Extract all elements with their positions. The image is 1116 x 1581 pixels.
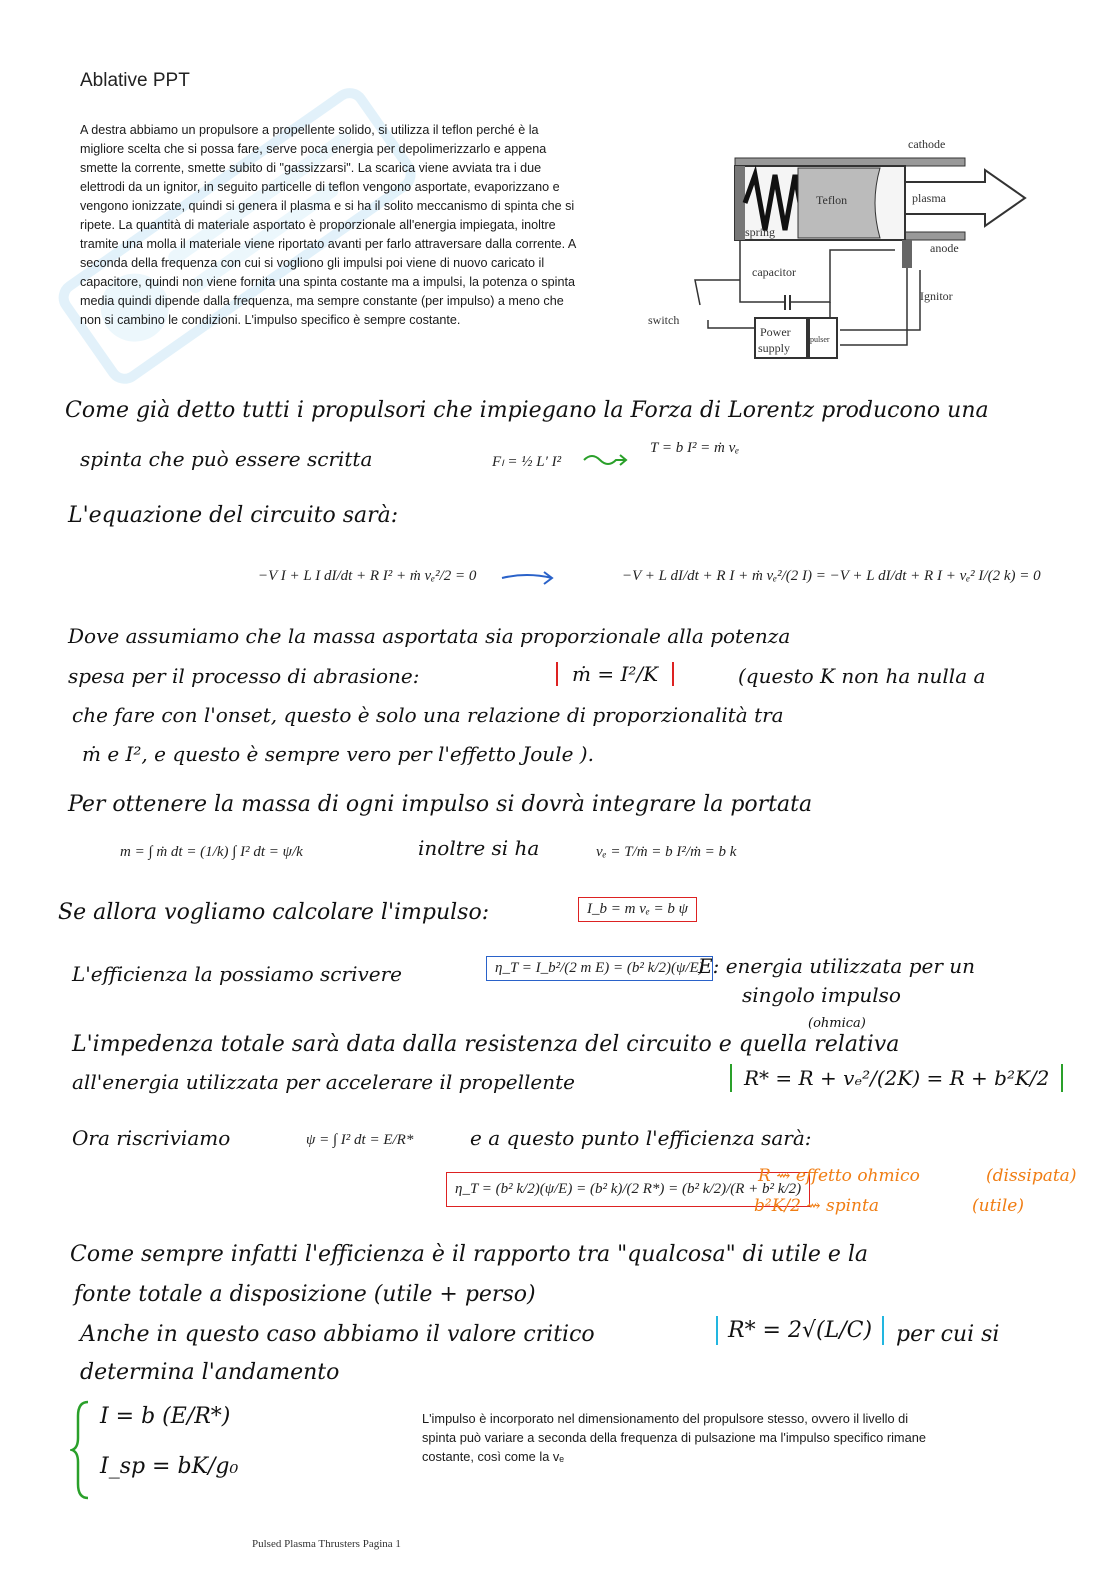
note-line-3: L'equazione del circuito sarà:: [68, 503, 399, 528]
eq-thrust: T = b I² = ṁ vₑ: [650, 440, 740, 456]
note-line-7: ṁ e I², e questo è sempre vero per l'effetto Joule ).: [82, 742, 594, 766]
eq-efficiency-1: η_T = I_b²/(2 m E) = (b² k/2)(ψ/E): [486, 956, 713, 981]
label-anode: anode: [930, 241, 959, 255]
note-line-18a: Anche in questo caso abbiamo il valore critico: [80, 1322, 595, 1347]
note-line-12a: E: energia utilizzata per un: [698, 954, 976, 978]
eq-mass: m = ∫ ṁ dt = (1/k) ∫ I² dt = ψ/k: [120, 844, 303, 860]
label-switch: switch: [648, 313, 680, 327]
note-line-15b: e a questo punto l'efficienza sarà:: [470, 1126, 812, 1150]
eq-force: Fₗ = ½ L′ I²: [492, 454, 562, 470]
eq-efficiency-2: η_T = (b² k/2)(ψ/E) = (b² k)/(2 R*) = (b² k/2)/(R + b² k/2): [446, 1172, 810, 1207]
note-line-19: determina l'andamento: [80, 1360, 340, 1385]
arrow-green-icon: [582, 452, 632, 468]
page-footer: Pulsed Plasma Thrusters Pagina 1: [252, 1538, 401, 1550]
note-line-11: L'efficienza la possiamo scrivere: [72, 962, 402, 986]
note-line-5b: (questo K non ha nulla a: [738, 664, 986, 688]
eq-circuit-a: −V I + L I dI/dt + R I² + ṁ vₑ²/2 = 0: [258, 568, 477, 584]
note-line-13: L'impedenza totale sarà data dalla resistenza del circuito e quella relativa: [72, 1032, 900, 1057]
note-line-8: Per ottenere la massa di ogni impulso si dovrà integrare la portata: [68, 792, 813, 817]
eq-rstar: R* = R + vₑ²/(2K) = R + b²K/2: [730, 1064, 1063, 1092]
note-line-1: Come già detto tutti i propulsori che impiegano la Forza di Lorentz producono una: [65, 398, 989, 423]
eq-impulse: I_b = m vₑ = b ψ: [578, 897, 697, 922]
arrow-blue-icon: [500, 570, 560, 586]
note-line-15a: Ora riscriviamo: [72, 1126, 231, 1150]
system-eq-1: I = b (E/R*): [100, 1404, 231, 1429]
note-thrust: b²K/2 ⇝ spinta: [754, 1196, 879, 1216]
note-line-16: Come sempre infatti l'efficienza è il rapporto tra "qualcosa" di utile e la: [70, 1242, 869, 1267]
note-line-14: all'energia utilizzata per accelerare il propellente: [72, 1070, 575, 1094]
eq-critical: R* = 2√(L/C): [716, 1316, 884, 1345]
intro-paragraph: A destra abbiamo un propulsore a propellente solido, si utilizza il teflon perché è la migliore scelta che si possa fare, serve poca energia per depolimerizzarlo e appena smette la corrente, smette subito di "gassizzarsi". La scarica viene avviata tra i due elettrodi da un ignitor, in seguito particelle di teflon vengono asportate, evaporizzano e vengono ionizzate, quindi si genera il plasma e si ha il solito meccanismo di spinta che si ripete. La quantità di materiale asportato è proporzionale all'energia impiegata, inoltre tramite una molla il materiale viene riportato avanti per farlo attraversare dalla corrente. A seconda della frequenza con cui si vogliono gli impulsi poi viene di nuovo caricato il capacitore, quindi non viene fornita una spinta costante ma a impulsi, la potenza o spinta media quindi dipende dalla frequenza, ma sempre constante (per impulso) a meno che non si cambino le condizioni. L'impulso specifico è sempre costante.: [80, 123, 576, 327]
note-line-17: fonte totale a disposizione (utile + perso): [74, 1282, 536, 1307]
brace-green-icon: [70, 1400, 92, 1500]
note-line-12b: singolo impulso: [742, 983, 901, 1007]
eq-mdot: ṁ = I²/K: [556, 662, 674, 686]
label-pulser: pulser: [810, 335, 830, 344]
system-eq-2: I_sp = bK/g₀: [100, 1454, 239, 1479]
note-line-2: spinta che può essere scritta: [80, 447, 373, 471]
note-line-10: Se allora vogliamo calcolare l'impulso:: [58, 900, 490, 925]
label-ignitor: Ignitor: [920, 289, 953, 303]
note-line-4: Dove assumiamo che la massa asportata sia proporzionale alla potenza: [68, 624, 791, 648]
impulse-note: L'impulso è incorporato nel dimensionamento del propulsore stesso, ovvero il livello di spinta può variare a seconda della frequenza di pulsazione ma l'impulso specifico rimane costante, così come la vₑ: [422, 1411, 926, 1464]
label-spring: spring: [745, 225, 775, 239]
note-ohmica: (ohmica): [808, 1016, 866, 1031]
page-title: Ablative PPT: [80, 70, 190, 91]
label-power: Power: [760, 325, 791, 339]
eq-psi: ψ = ∫ I² dt = E/R*: [306, 1132, 414, 1148]
eq-circuit-b: −V + L dI/dt + R I + ṁ vₑ²/(2 I) = −V + L dI/dt + R I + vₑ² I/(2 k) = 0: [622, 568, 1041, 584]
note-ohmic-effect: R ⇝ effetto ohmico: [758, 1166, 920, 1186]
label-capacitor: capacitor: [752, 265, 796, 279]
note-line-9: inoltre si ha: [418, 836, 540, 860]
eq-ve: vₑ = T/ṁ = b I²/ṁ = b k: [596, 844, 737, 860]
note-line-6: che fare con l'onset, questo è solo una relazione di proporzionalità tra: [72, 703, 784, 727]
note-dissipated: (dissipata): [986, 1166, 1077, 1186]
note-useful: (utile): [972, 1196, 1024, 1216]
ppt-diagram: [640, 130, 1060, 370]
label-plasma: plasma: [912, 191, 946, 205]
label-supply: supply: [758, 341, 791, 355]
note-line-5a: spesa per il processo di abrasione:: [68, 664, 420, 688]
label-cathode: cathode: [908, 137, 946, 151]
label-teflon: Teflon: [816, 193, 848, 207]
note-line-18b: per cui si: [896, 1322, 1000, 1347]
